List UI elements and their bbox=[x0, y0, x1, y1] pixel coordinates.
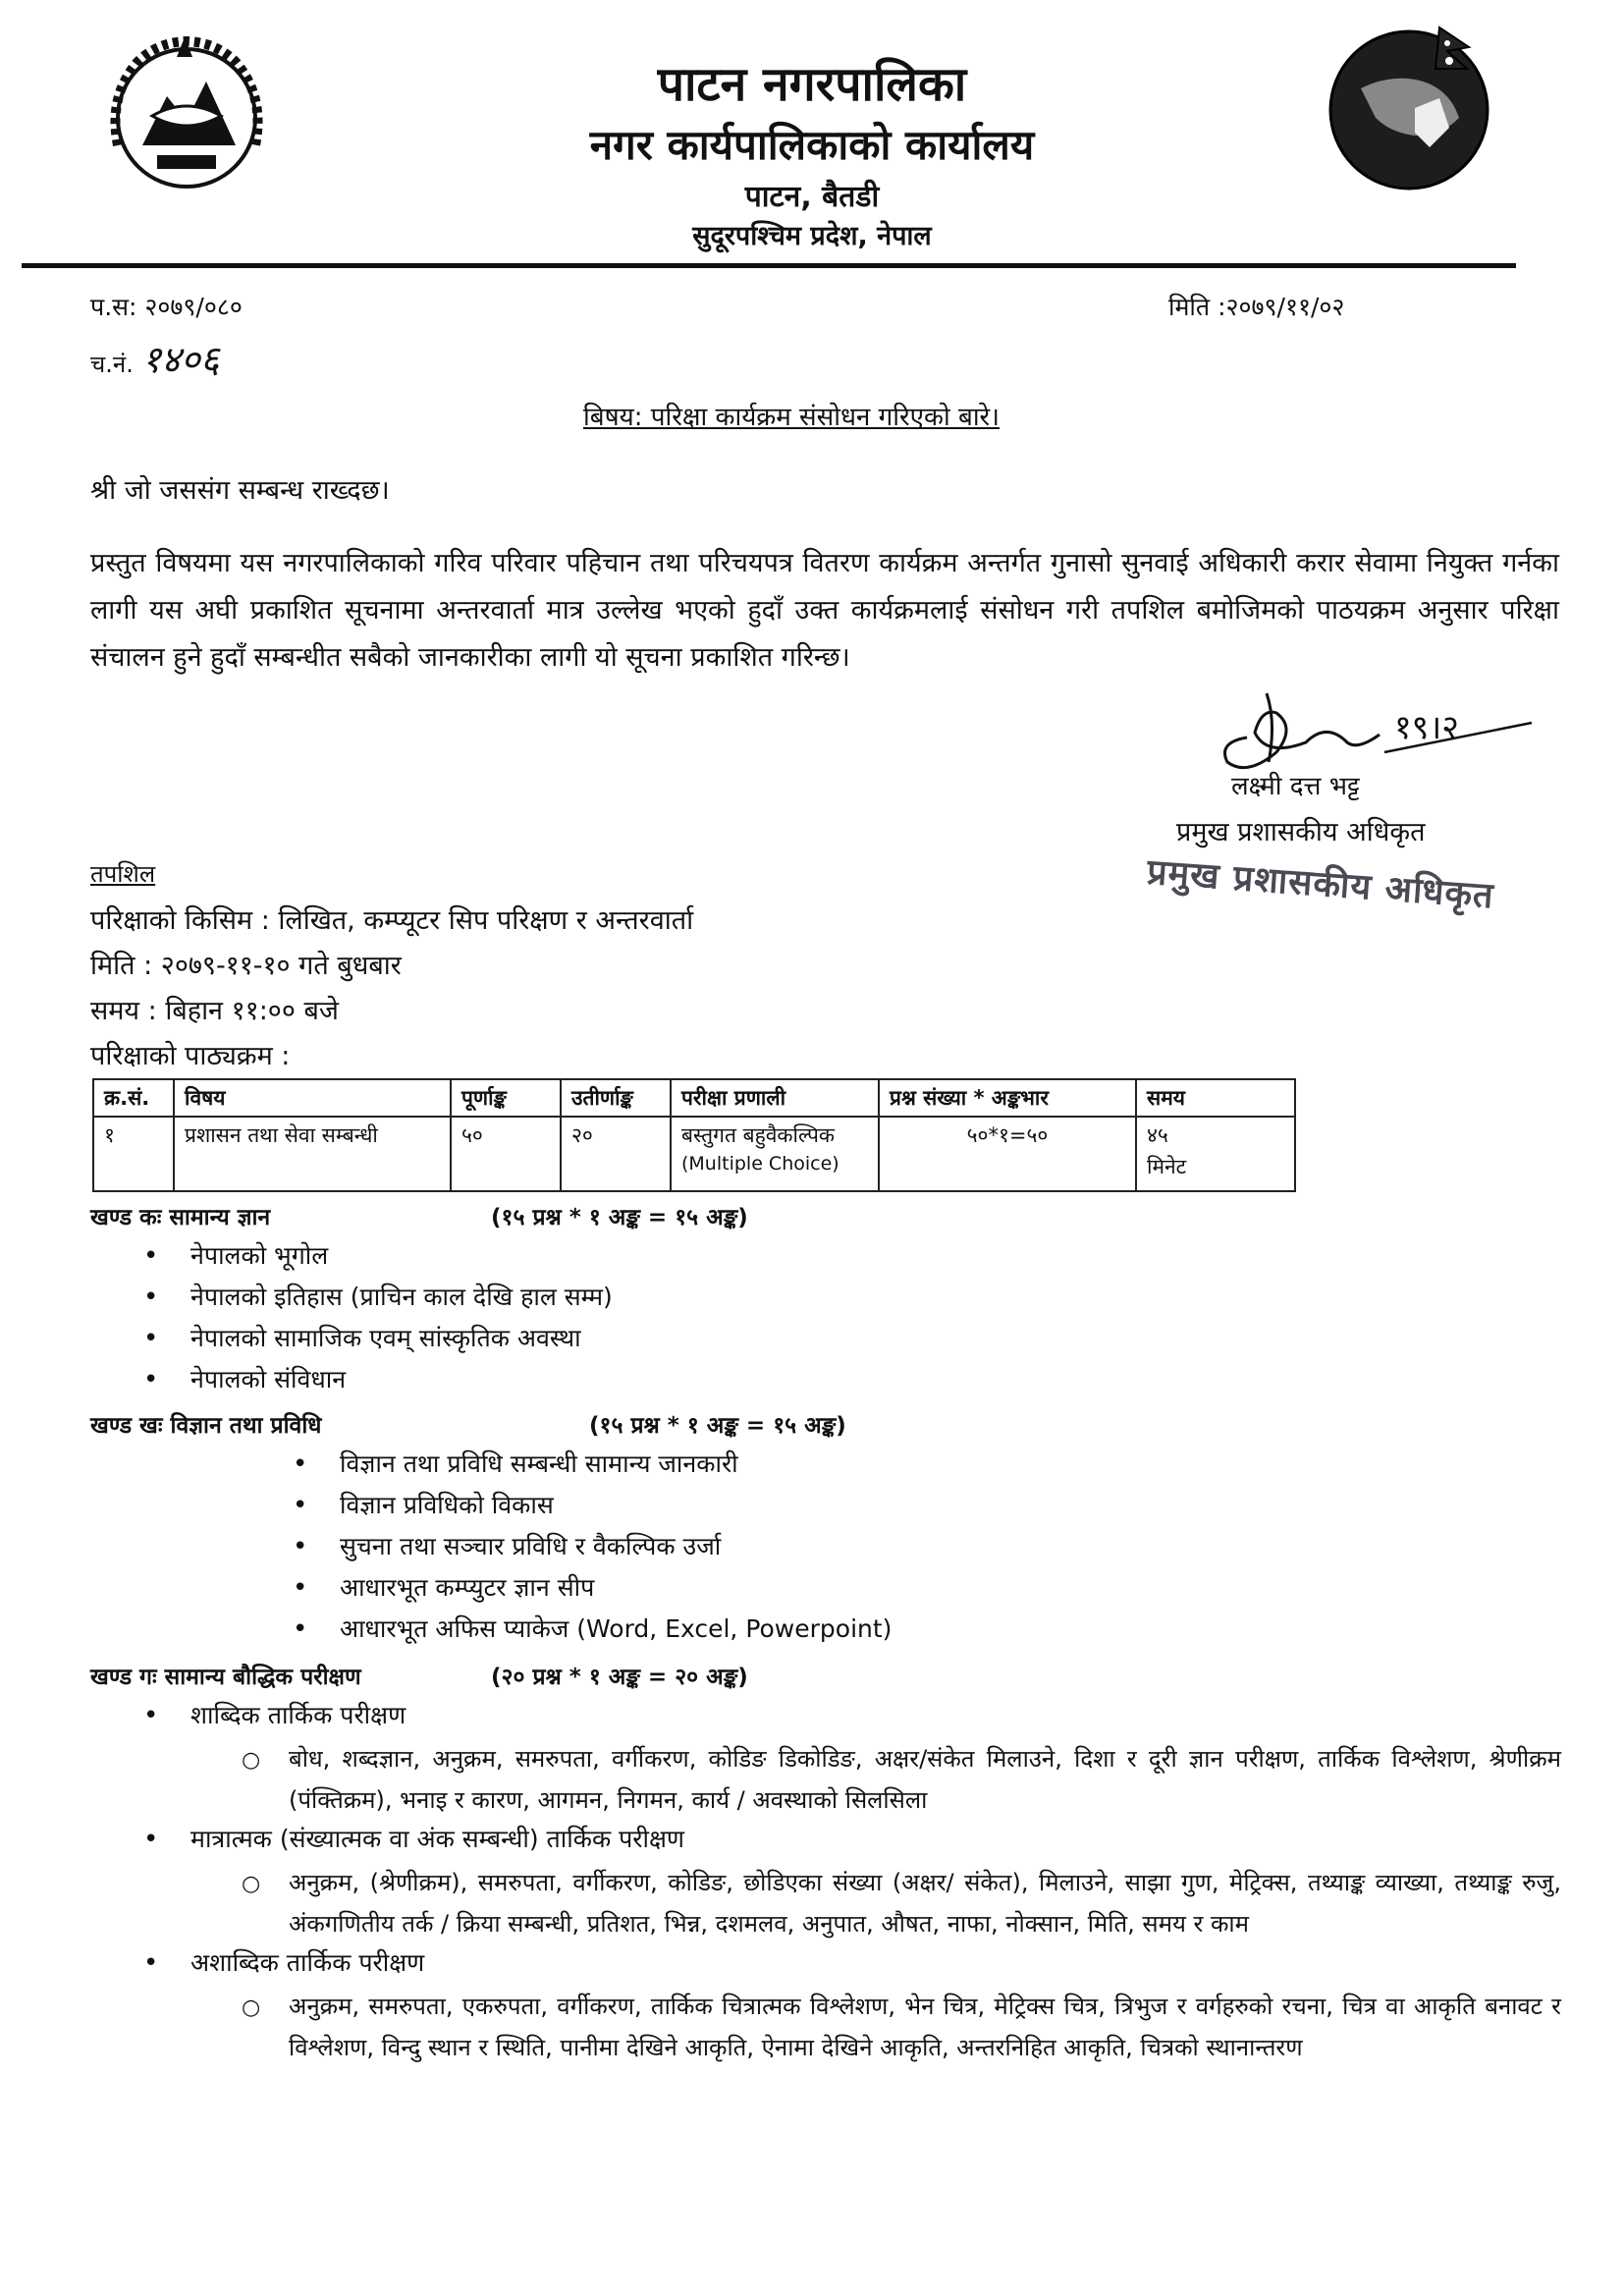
section-ka-list bbox=[190, 1235, 613, 1400]
letter-date: मिति :२०७९/११/०२ bbox=[1168, 293, 1345, 321]
signatory-designation: प्रमुख प्रशासकीय अधिकृत bbox=[1176, 817, 1426, 847]
cell-sn: १ bbox=[93, 1117, 174, 1191]
sub-bullet-circle: ○ bbox=[242, 1872, 261, 1896]
office-title: पाटन नगरपालिका bbox=[657, 57, 967, 112]
col-subject: विषय bbox=[174, 1079, 451, 1117]
method-line2: (Multiple Choice) bbox=[681, 1153, 839, 1175]
list-item: • नेपालको भूगोल bbox=[190, 1235, 613, 1277]
list-item: • सुचना तथा सञ्चार प्रविधि र वैकल्पिक उर्जा bbox=[340, 1526, 892, 1567]
table-row bbox=[93, 1117, 1295, 1191]
col-time: समय bbox=[1136, 1079, 1295, 1117]
col-sn: क्र.सं. bbox=[93, 1079, 174, 1117]
time-line1: ४५ bbox=[1147, 1123, 1168, 1147]
reference-number: प.स: २०७९/०८० bbox=[90, 293, 243, 321]
col-pass-marks: उतीर्णाङ्क bbox=[561, 1079, 671, 1117]
salutation: श्री जो जससंग सम्बन्ध राख्दछ। bbox=[90, 475, 390, 506]
section-ka-marks: (१५ प्रश्न * १ अङ्क = १५ अङ्क) bbox=[491, 1205, 748, 1230]
section-ga-heading bbox=[90, 1660, 748, 1691]
list-item: • अशाब्दिक तार्किक परीक्षण bbox=[190, 1942, 424, 1984]
list-item: • नेपालको सामाजिक एवम् सांस्कृतिक अवस्था bbox=[190, 1318, 613, 1359]
sub-bullet-circle: ○ bbox=[242, 1995, 261, 2020]
col-exam-method: परीक्षा प्रणाली bbox=[671, 1079, 879, 1117]
list-item: • विज्ञान प्रविधिको विकास bbox=[340, 1485, 892, 1526]
office-location: पाटन, बैतडी bbox=[744, 180, 880, 214]
col-full-marks: पूर्णाङ्क bbox=[451, 1079, 561, 1117]
section-ga-marks: (२० प्रश्न * १ अङ्क = २० अङ्क) bbox=[491, 1665, 748, 1690]
section-kha-heading bbox=[90, 1408, 846, 1440]
col-question-weight: प्रश्न संख्या * अङ्कभार bbox=[879, 1079, 1136, 1117]
subject-line: बिषय: परिक्षा कार्यक्रम संसोधन गरिएको बारे। bbox=[583, 403, 1001, 432]
syllabus-table bbox=[92, 1078, 1296, 1192]
list-item: • नेपालको इतिहास (प्राचिन काल देखि हाल सम्म) bbox=[190, 1277, 613, 1318]
sub-item-verbal: बोध, शब्दज्ञान, अनुक्रम, समरुपता, वर्गीकरण, कोडिङ डिकोडिङ, अक्षर/संकेत मिलाउने, दिशा र दूरी ज्ञान परीक्षण, तार्किक विश्लेशण, श्रेणीक्रम (पंक्तिक्रम), भनाइ र कारण, आगमन, निगमन, कार्य / अवस्थाको सिलसिला bbox=[289, 1745, 1561, 1814]
table-header-row bbox=[93, 1079, 1295, 1117]
cell-question-weight: ५०*१=५० bbox=[879, 1117, 1136, 1191]
list-item: • आधारभूत अफिस प्याकेज (Word, Excel, Powerpoint) bbox=[340, 1609, 892, 1650]
signatory-name: लक्ष्मी दत्त भट्ट bbox=[1231, 772, 1360, 801]
section-ga-list-2 bbox=[190, 1819, 684, 1860]
method-line1: बस्तुगत बहुवैकल्पिक bbox=[681, 1123, 836, 1147]
sub-bullet-circle: ○ bbox=[242, 1748, 261, 1773]
office-subtitle: नगर कार्यपालिकाको कार्यालय bbox=[589, 121, 1035, 169]
exam-time: समय : बिहान ११:०० बजे bbox=[90, 996, 339, 1026]
section-ka-title: खण्ड कः सामान्य ज्ञान bbox=[90, 1205, 271, 1230]
section-ga-title: खण्ड गः सामान्य बौद्धिक परीक्षण bbox=[90, 1665, 361, 1690]
office-province: सुदूरपश्चिम प्रदेश, नेपाल bbox=[692, 221, 932, 251]
header-divider bbox=[22, 263, 1516, 268]
syllabus-label: परिक्षाको पाठ्यक्रम : bbox=[90, 1041, 291, 1071]
list-item: • आधारभूत कम्प्युटर ज्ञान सीप bbox=[340, 1567, 892, 1609]
section-ga-list-1 bbox=[190, 1695, 406, 1736]
section-ka-heading bbox=[90, 1200, 748, 1231]
section-kha-marks: (१५ प्रश्न * १ अङ्क = १५ अङ्क) bbox=[589, 1413, 846, 1439]
section-ga-list-3 bbox=[190, 1942, 424, 1984]
cell-time bbox=[1136, 1117, 1295, 1191]
time-line2: मिनेट bbox=[1147, 1155, 1187, 1178]
sub-item-nonverbal: अनुक्रम, समरुपता, एकरुपता, वर्गीकरण, तार्किक चित्रात्मक विश्लेशण, भेन चित्र, मेट्रिक्स चित्र, त्रिभुज र वर्गहरुको रचना, चित्र वा आकृति बनावट र विश्लेशण, विन्दु स्थान र स्थिति, पानीमा देखिने आकृति, ऐनामा देखिने आकृति, अन्तरनिहित आकृति, चित्रको स्थानान्तरण bbox=[289, 1993, 1561, 2061]
list-item: • नेपालको संविधान bbox=[190, 1359, 613, 1400]
cell-pass-marks: २० bbox=[561, 1117, 671, 1191]
list-item: • विज्ञान तथा प्रविधि सम्बन्धी सामान्य जानकारी bbox=[340, 1444, 892, 1485]
dispatch-value-handwritten: १४०६ bbox=[141, 338, 220, 381]
list-item: • शाब्दिक तार्किक परीक्षण bbox=[190, 1695, 406, 1736]
cell-exam-method bbox=[671, 1117, 879, 1191]
section-kha-list bbox=[340, 1444, 892, 1650]
handwritten-signature bbox=[1208, 683, 1542, 782]
signature-scribble: १९।२ bbox=[1394, 708, 1459, 747]
sub-item-quantitative: अनुक्रम, (श्रेणीक्रम), समरुपता, वर्गीकरण, कोडिङ, छोडिएका संख्या (अक्षर/ संकेत), मिलाउने, साझा गुण, मेट्रिक्स, तथ्याङ्क व्याख्या, तथ्याङ्क रुजु, अंकगणितीय तर्क / क्रिया सम्बन्धी, प्रतिशत, भिन्न, दशमलव, अनुपात, औषत, नाफा, नोक्सान, मिति, समय र काम bbox=[289, 1869, 1561, 1938]
designation-stamp: प्रमुख प्रशासकीय अधिकृत bbox=[1145, 851, 1495, 917]
body-paragraph: प्रस्तुत विषयमा यस नगरपालिकाको गरिव परिवार पहिचान तथा परिचयपत्र वितरण कार्यक्रम अन्तर्गत गुनासो सुनवाई अधिकारी करार सेवामा नियुक्त गर्नका लागी यस अघी प्रकाशित सूचनामा अन्तरवार्ता मात्र उल्लेख भएको हुदाँ उक्त कार्यक्रमलाई संसोधन गरी तपशिल बमोजिमको पाठयक्रम अनुसार परिक्षा संचालन हुने हुदाँ सम्बन्धीत सबैको जानकारीका लागी यो सूचना प्रकाशित गरिन्छ। bbox=[90, 548, 1559, 673]
dispatch-number bbox=[90, 338, 219, 383]
list-item: • मात्रात्मक (संख्यात्मक वा अंक सम्बन्धी) तार्किक परीक्षण bbox=[190, 1819, 684, 1860]
dispatch-label: च.नं. bbox=[90, 351, 134, 378]
cell-full-marks: ५० bbox=[451, 1117, 561, 1191]
section-kha-title: खण्ड खः विज्ञान तथा प्रविधि bbox=[90, 1413, 322, 1439]
exam-date: मिति : २०७९-११-१० गते बुधबार bbox=[90, 951, 402, 981]
cell-subject: प्रशासन तथा सेवा सम्बन्धी bbox=[174, 1117, 451, 1191]
details-heading: तपशिल bbox=[90, 860, 156, 888]
exam-type: परिक्षाको किसिम : लिखित, कम्प्यूटर सिप परिक्षण र अन्तरवार्ता bbox=[90, 905, 694, 936]
